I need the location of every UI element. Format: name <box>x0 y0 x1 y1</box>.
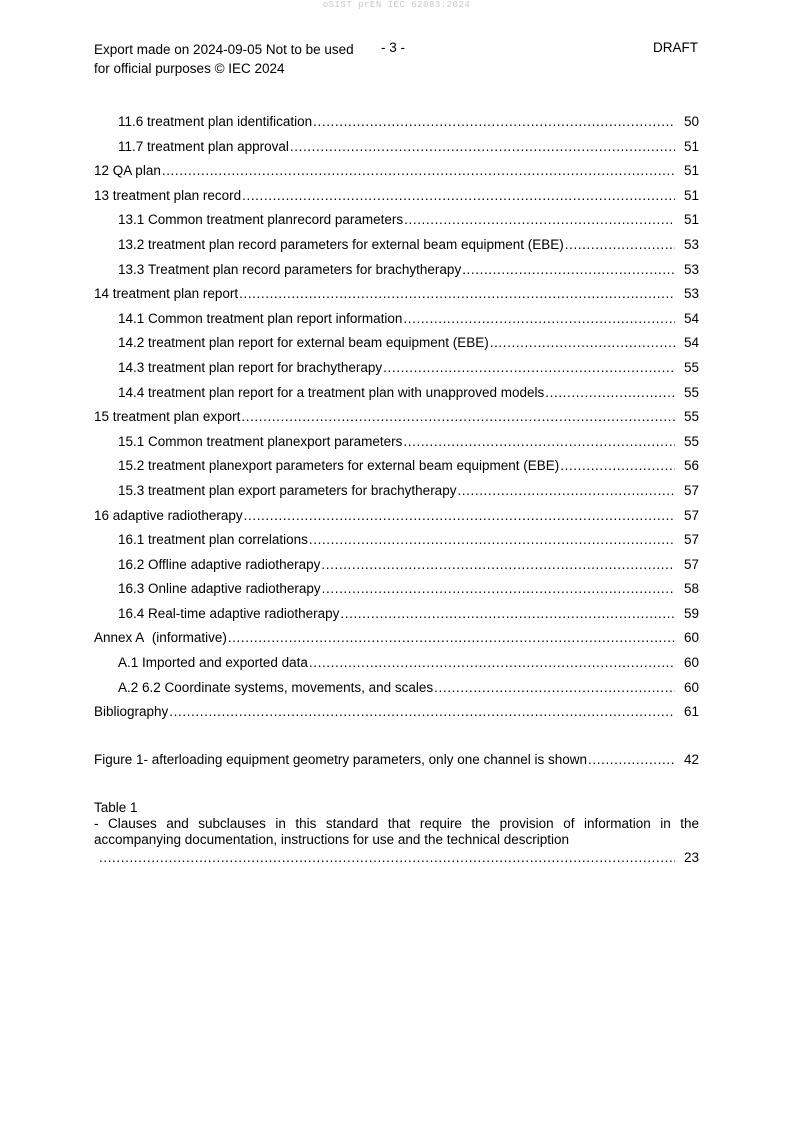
toc-entry-page-number: 55 <box>683 384 699 400</box>
dot-leader <box>490 333 675 353</box>
toc-entry-title: Common treatment planexport parameters <box>148 433 403 449</box>
dot-leader <box>565 235 675 255</box>
dot-leader <box>99 850 675 866</box>
toc-entry-title: treatment plan report <box>112 286 239 302</box>
toc-entry-title: Real-time adaptive radiotherapy <box>148 605 340 621</box>
toc-entry-title: Treatment plan record parameters for brachytherapy <box>148 261 462 277</box>
dot-leader <box>241 407 675 427</box>
toc-entry-page-number: 55 <box>683 433 699 449</box>
header-export-notice: Export made on 2024-09-05 Not to be used for official purposes © IEC 2024 <box>94 42 354 76</box>
toc-entry[interactable] <box>94 210 699 235</box>
toc-entry-page-number: 55 <box>683 409 699 425</box>
table-title: - Clauses and subclauses in this standard that require the provision of information in the accompanying documentation, instructions for use and the technical description <box>94 816 699 847</box>
table-page-number: 23 <box>683 850 699 865</box>
toc-entry[interactable] <box>94 407 699 432</box>
toc-entry[interactable] <box>94 530 699 555</box>
toc-entry-title: (informative) <box>151 630 227 646</box>
dot-leader <box>383 358 675 378</box>
toc-entry-title: treatment plan approval <box>147 138 289 154</box>
header-page-number: - 3 - <box>381 40 406 55</box>
toc-entry[interactable] <box>94 309 699 334</box>
toc-entry[interactable] <box>94 235 699 260</box>
toc-entry-number: 16 <box>94 507 110 523</box>
toc-entry-number: 14.3 <box>118 359 145 375</box>
toc-entry[interactable] <box>94 161 699 186</box>
list-of-tables <box>94 800 699 866</box>
toc-entry-page-number: 53 <box>683 286 699 302</box>
table-label: Table 1 <box>94 800 138 815</box>
toc-entry-page-number: 57 <box>683 482 699 498</box>
toc-entry[interactable] <box>94 481 699 506</box>
toc-entry-number: A.2 <box>118 679 139 695</box>
toc-entry-page-number: 57 <box>683 532 699 548</box>
dot-leader <box>340 604 675 624</box>
toc-entry-title: treatment plan record <box>112 187 242 203</box>
toc-entry[interactable] <box>94 112 699 137</box>
dot-leader <box>309 653 675 673</box>
toc-entry-page-number: 50 <box>683 114 699 129</box>
toc-entry-number: 13.1 <box>118 212 145 228</box>
toc-entry[interactable] <box>94 358 699 383</box>
toc-entry-page-number: 55 <box>683 359 699 375</box>
dot-leader <box>169 702 675 722</box>
toc-entry-number: 16.1 <box>118 532 145 548</box>
dot-leader <box>313 112 675 132</box>
toc-entry-page-number: 58 <box>683 581 699 597</box>
toc-entry-title: treatment plan identification <box>147 114 313 129</box>
toc-entry-number: 13.3 <box>118 261 145 277</box>
toc-entry-title: treatment plan report for a treatment plan with unapproved models <box>148 384 545 400</box>
dot-leader <box>545 383 675 403</box>
toc-entry-number: 15 <box>94 409 110 425</box>
toc-entry[interactable] <box>94 137 699 162</box>
toc-entry-page-number: 54 <box>683 335 699 351</box>
toc-entry-title: treatment plan export <box>112 409 241 425</box>
toc-entry-page-number: 61 <box>683 704 699 720</box>
toc-entry[interactable] <box>94 456 699 481</box>
toc-entry-number: 15.2 <box>118 458 145 474</box>
table-entry[interactable] <box>94 800 699 866</box>
toc-entry[interactable] <box>94 333 699 358</box>
dot-leader <box>242 186 675 206</box>
toc-entry[interactable] <box>94 506 699 531</box>
toc-entry-page-number: 60 <box>683 679 699 695</box>
toc-entry-title: treatment planexport parameters for external beam equipment (EBE) <box>148 458 560 474</box>
toc-entry-title: Offline adaptive radiotherapy <box>148 556 321 572</box>
dot-leader <box>309 530 675 550</box>
figure-label: Figure 1 <box>94 752 144 767</box>
figure-page-number: 42 <box>683 752 699 767</box>
toc-entry-number: 13.2 <box>118 236 145 252</box>
toc-entry-title: adaptive radiotherapy <box>112 507 243 523</box>
toc-entry-page-number: 60 <box>683 655 699 671</box>
toc-entry-title: treatment plan record parameters for external beam equipment (EBE) <box>148 236 564 252</box>
toc-entry-number: 16.2 <box>118 556 145 572</box>
toc-entry-number: 15.3 <box>118 482 145 498</box>
toc-entry-number: 12 <box>94 163 110 179</box>
dot-leader <box>588 750 675 770</box>
toc-entry-title: treatment plan export parameters for brachytherapy <box>148 482 457 498</box>
toc-entry-page-number: 53 <box>683 261 699 277</box>
dot-leader <box>244 506 675 526</box>
toc-entry-number: 11.6 <box>118 114 144 129</box>
toc-entry-number: 14 <box>94 286 110 302</box>
toc-entry-number: A.1 <box>118 655 139 671</box>
dot-leader <box>228 628 675 648</box>
dot-leader <box>239 284 675 304</box>
figure-entry[interactable] <box>94 750 699 775</box>
toc-entry-number: Annex A <box>94 630 145 646</box>
toc-entry-title: treatment plan correlations <box>148 532 308 548</box>
toc-entry[interactable] <box>94 260 699 285</box>
toc-entry-page-number: 51 <box>683 187 699 203</box>
document-watermark: oSIST prEN IEC 62083:2024 <box>322 0 471 10</box>
toc-entry-page-number: 57 <box>683 507 699 523</box>
toc-entry[interactable] <box>94 678 699 703</box>
toc-entry[interactable] <box>94 284 699 309</box>
toc-entry[interactable] <box>94 186 699 211</box>
toc-entry[interactable] <box>94 702 699 727</box>
header-draft-label: DRAFT <box>653 40 698 55</box>
figure-title: - afterloading equipment geometry parameters, only one channel is shown <box>143 752 588 767</box>
toc-entry-title: Imported and exported data <box>142 655 308 671</box>
dot-leader <box>321 555 675 575</box>
toc-entry-title: Common treatment planrecord parameters <box>148 212 404 228</box>
toc-entry[interactable] <box>94 604 699 629</box>
toc-entry-number: 13 <box>94 187 110 203</box>
toc-entry[interactable] <box>94 555 699 580</box>
toc-entry-title: treatment plan report for external beam equipment (EBE) <box>148 335 489 351</box>
toc-entry[interactable] <box>94 628 699 653</box>
dot-leader <box>403 432 675 452</box>
dot-leader <box>560 456 675 476</box>
toc-entry-title: 6.2 Coordinate systems, movements, and scales <box>142 679 434 695</box>
toc-entry[interactable] <box>94 383 699 408</box>
list-of-figures <box>94 750 699 775</box>
toc-entry-page-number: 57 <box>683 556 699 572</box>
toc-entry-number: 14.2 <box>118 335 145 351</box>
toc-entry-title: QA plan <box>112 163 161 179</box>
toc-entry-page-number: 59 <box>683 605 699 621</box>
toc-entry-number: 16.3 <box>118 581 145 597</box>
toc-entry-title: Common treatment plan report information <box>148 310 403 326</box>
toc-entry-number: 15.1 <box>118 433 145 449</box>
dot-leader <box>403 309 675 329</box>
toc-entry-page-number: 54 <box>683 310 699 326</box>
dot-leader <box>404 210 675 230</box>
dot-leader <box>290 137 675 157</box>
toc-entry-title: treatment plan report for brachytherapy <box>148 359 383 375</box>
toc-entry[interactable] <box>94 579 699 604</box>
toc-entry[interactable] <box>94 653 699 678</box>
toc-entry-page-number: 51 <box>683 212 699 228</box>
toc-entry-number: 14.1 <box>118 310 145 326</box>
toc-entry-title: Bibliography <box>94 704 169 720</box>
toc-entry-page-number: 56 <box>683 458 699 474</box>
toc-entry-number: 11.7 <box>118 138 144 154</box>
toc-entry-page-number: 53 <box>683 236 699 252</box>
toc-entry-number: 14.4 <box>118 384 145 400</box>
toc-entry[interactable] <box>94 432 699 457</box>
dot-leader <box>322 579 675 599</box>
toc-entry-page-number: 51 <box>683 163 699 179</box>
toc-entry-page-number: 60 <box>683 630 699 646</box>
dot-leader <box>462 260 675 280</box>
dot-leader <box>162 161 675 181</box>
table-of-contents <box>94 112 699 727</box>
dot-leader <box>457 481 675 501</box>
toc-entry-number: 16.4 <box>118 605 145 621</box>
toc-entry-page-number: 51 <box>683 138 699 154</box>
dot-leader <box>434 678 675 698</box>
toc-entry-title: Online adaptive radiotherapy <box>148 581 321 597</box>
